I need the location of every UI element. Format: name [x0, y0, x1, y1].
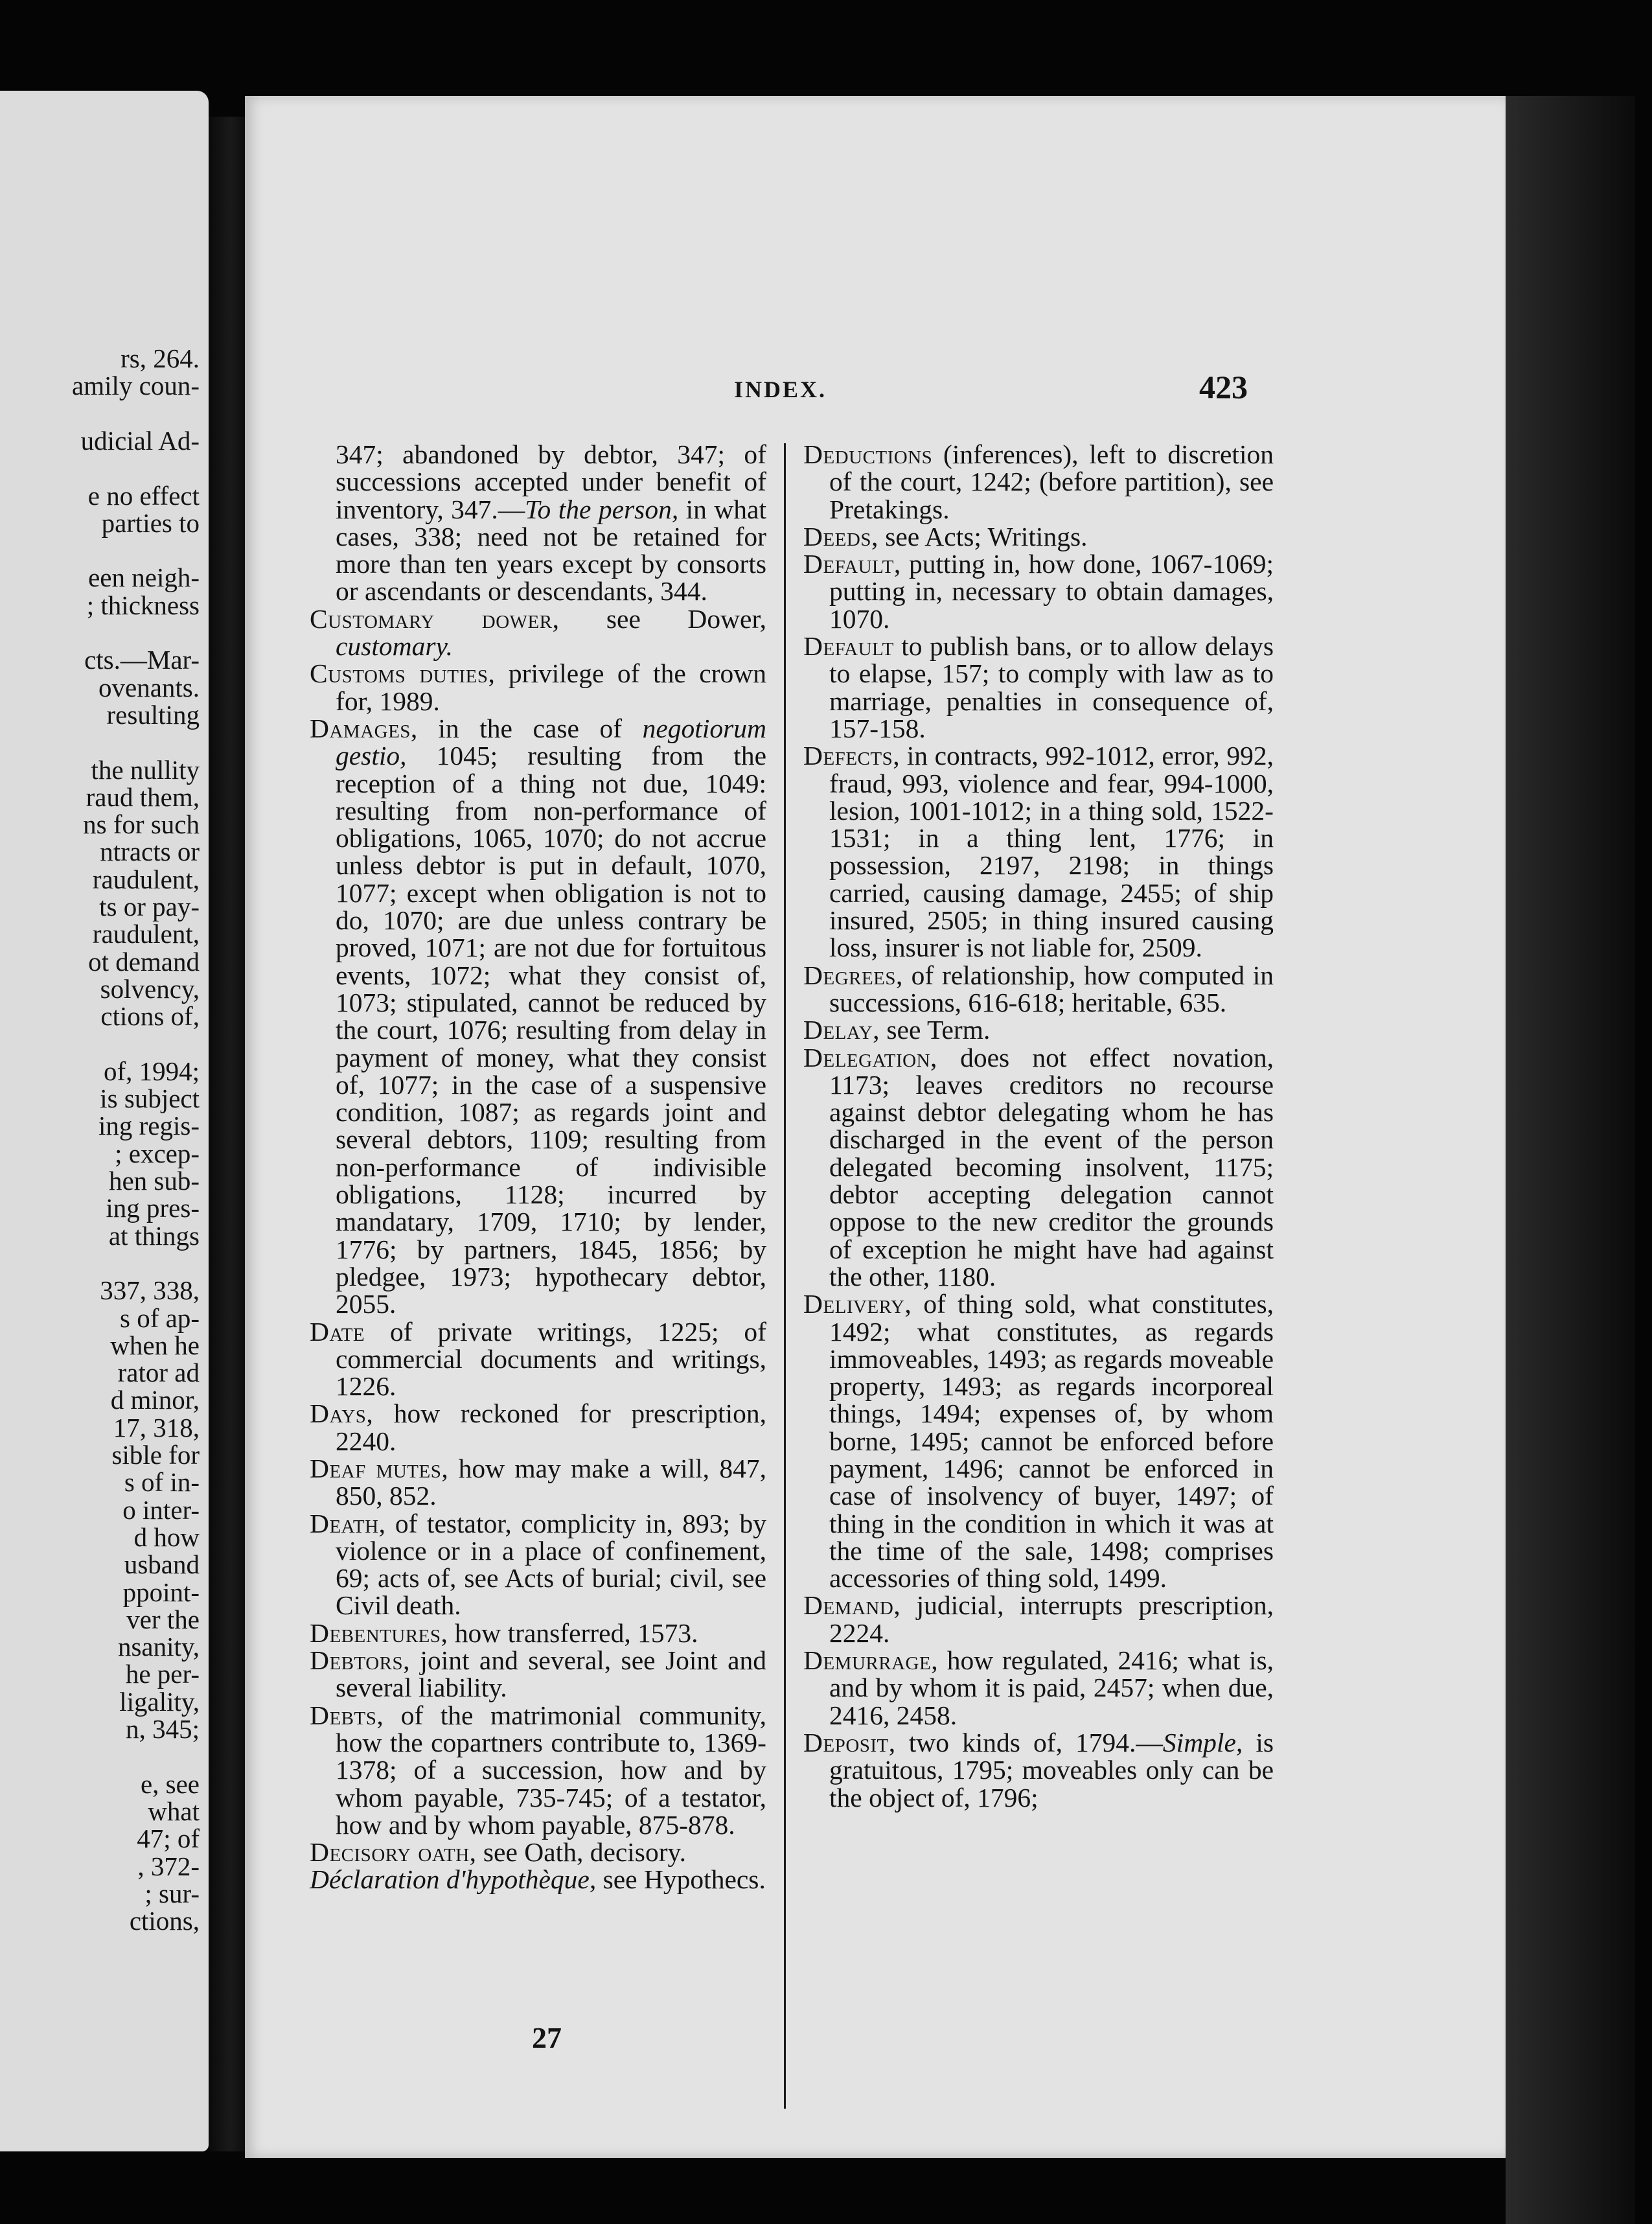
entry-headword: Delivery, [803, 1289, 912, 1319]
index-entry [803, 742, 1274, 961]
previous-page-line: parties to [101, 507, 200, 538]
page-number: 423 [1199, 369, 1248, 405]
entry-text: of private writings, 1225; of commercial documents and writings, 1226. [336, 1316, 766, 1402]
entry-headword: Debentures, [310, 1617, 448, 1648]
running-head [245, 284, 1506, 323]
entry-text: (inferences), left to discretion of the court, 1242; (before partition), see Pretakings. [829, 439, 1274, 524]
entry-text: joint and several, see Joint and several liability. [336, 1645, 766, 1703]
previous-page-line: rs, 264. [120, 343, 200, 373]
index-column-left [310, 441, 766, 1894]
entry-text: how may make a will, 847, 850, 852. [336, 1453, 766, 1511]
previous-page-line: ; excep- [115, 1138, 200, 1168]
previous-page-line: raud them, [86, 782, 200, 812]
previous-page-line: hen sub- [108, 1166, 200, 1196]
entry-headword: Decisory oath, [310, 1837, 477, 1868]
previous-page-line: 17, 318, [113, 1412, 200, 1442]
previous-page-line: een neigh- [88, 562, 200, 593]
entry-text-continued: see Hypothecs. [596, 1864, 766, 1895]
entry-text: putting in, how done, 1067-1069; putting in, necessary to obtain damages, 1070. [829, 549, 1274, 634]
entry-headword: Deductions [803, 439, 933, 469]
entry-headword: Debtors, [310, 1645, 411, 1676]
index-entry [310, 1647, 766, 1702]
previous-page-line: ot demand [88, 946, 200, 977]
page-edge-shadow [1506, 96, 1635, 2224]
previous-page-line: is subject [100, 1083, 200, 1114]
entry-text: judicial, interrupts prescription, 2224. [829, 1590, 1274, 1648]
index-entry [310, 1866, 766, 1893]
previous-page-line: , 372- [137, 1851, 200, 1881]
index-entry [310, 1838, 766, 1866]
previous-page-line: d how [133, 1522, 200, 1552]
index-entry [803, 1592, 1274, 1647]
signature-mark: 27 [532, 2021, 562, 2054]
previous-page-line: at things [108, 1220, 200, 1251]
entry-text: see Oath, decisory. [476, 1837, 686, 1868]
entry-text: of relationship, how computed in successions, 616-618; heritable, 635. [829, 960, 1274, 1017]
previous-page-line: ing regis- [98, 1111, 200, 1141]
previous-page-line: d minor, [110, 1385, 200, 1415]
previous-page-line: amily coun- [72, 371, 200, 401]
previous-page-line: usband [124, 1549, 200, 1580]
previous-page-line: ppoint- [122, 1577, 200, 1607]
entry-headword: Customary dower, [310, 603, 560, 634]
book-gutter [209, 117, 245, 2151]
previous-page-line: ctions of, [100, 1001, 200, 1032]
previous-page-line: he per- [125, 1659, 200, 1689]
previous-page-line: ovenants. [98, 672, 200, 702]
previous-page-line: resulting [106, 699, 200, 730]
index-entry [310, 441, 766, 605]
previous-page-line: ligality, [119, 1686, 200, 1717]
column-divider [784, 443, 786, 2109]
entry-italic-text: customary. [336, 631, 453, 662]
index-entry [310, 660, 766, 715]
previous-page-line: raudulent, [92, 919, 200, 949]
entry-headword: Delay, [803, 1015, 880, 1045]
index-column-right [803, 441, 1274, 1811]
previous-page-line: n, 345; [126, 1714, 200, 1744]
entry-text: does not effect novation, 1173; leaves creditors no recourse against debtor delegating whom he has discharged in the event of the person delegated becoming insolvent, 1175; debtor accepting delegation cannot oppose to the new creditor the grounds of exception he might have had against the other, 1180. [829, 1042, 1274, 1292]
index-entry [310, 1619, 766, 1647]
entry-text: to publish bans, or to allow delays to elapse, 157; to comply with law as to marriage, penalties in consequence of, 157-158. [829, 631, 1274, 743]
previous-page-line: ing pres- [106, 1193, 200, 1223]
entry-headword: Demand, [803, 1590, 901, 1621]
entry-text: see Dower, [559, 603, 766, 634]
index-entry [803, 441, 1274, 523]
index-entry [803, 523, 1274, 550]
entry-headword: Defects, [803, 741, 901, 771]
entry-italic-text: Déclaration d'hypothèque, [310, 1864, 597, 1895]
entry-text: in the case of [417, 713, 643, 743]
entry-text: how regulated, 2416; what is, and by whom it is paid, 2457; when due, 2416, 2458. [829, 1645, 1274, 1730]
entry-text: 347; abandoned by debtor, 347; of successions accepted under benefit of inventory, 347.— [336, 439, 766, 524]
entry-headword: Debts, [310, 1700, 384, 1730]
index-entry [803, 1016, 1274, 1043]
entry-italic-text: Simple, [1162, 1727, 1243, 1757]
entry-headword: Deaf mutes, [310, 1453, 449, 1483]
entry-text: how reckoned for prescription, 2240. [336, 1398, 766, 1456]
index-entry [803, 1729, 1274, 1811]
previous-page-line: ts or pay- [99, 892, 200, 921]
index-entry [310, 1510, 766, 1619]
previous-page-line: solvency, [100, 973, 200, 1004]
index-page [245, 96, 1506, 2158]
entry-text: two kinds of, 1794.— [895, 1727, 1163, 1757]
index-entry [803, 1647, 1274, 1729]
index-entry [310, 605, 766, 660]
entry-headword: Degrees, [803, 960, 903, 990]
previous-page-line: when he [110, 1330, 200, 1360]
previous-page-line: ; sur- [144, 1878, 200, 1908]
entry-italic-text: To the person, [525, 494, 679, 524]
entry-text-continued: in what cases, 338; need not be retained for more than ten years except by consorts or ascendants or descendants, 344. [336, 494, 766, 607]
entry-headword: Death, [310, 1508, 386, 1538]
previous-page-line: 47; of [137, 1824, 200, 1854]
previous-page-line: s of in- [124, 1467, 200, 1498]
entry-headword: Demurrage, [803, 1645, 939, 1676]
index-entry [803, 1290, 1274, 1592]
entry-headword: Default, [803, 549, 901, 579]
index-entry [310, 1702, 766, 1838]
previous-page-line: cts.—Mar- [84, 645, 200, 675]
entry-headword: Customs duties, [310, 658, 496, 689]
previous-page-line: of, 1994; [103, 1056, 200, 1086]
previous-page-line: rator ad [117, 1358, 200, 1388]
entry-headword: Deposit, [803, 1727, 896, 1757]
entry-text: in contracts, 992-1012, error, 992, fraud, 993, violence and fear, 994-1000, lesion, 1001-1012; in a thing sold, 1522-1531; in a thing lent, 1776; in possession, 2197, 2198; in things carried, causing damage, 2455; of ship insured, 2505; in thing insured causing loss, insurer is not liable for, 2509. [829, 741, 1274, 963]
previous-page-line: ; thickness [86, 590, 200, 620]
previous-page-line: raudulent, [92, 864, 200, 894]
previous-page-line: e, see [140, 1768, 200, 1799]
index-entry [310, 715, 766, 1318]
previous-page-line: e no effect [87, 480, 200, 511]
entry-headword: Delegation, [803, 1042, 937, 1072]
entry-headword: Default [803, 631, 894, 662]
index-entry [803, 962, 1274, 1017]
entry-headword: Days, [310, 1398, 374, 1429]
previous-page-line: s of ap- [120, 1303, 200, 1333]
entry-text: of thing sold, what constitutes, 1492; what constitutes, as regards immoveables, 1493; as regards moveable property, 1493; as regards incorporeal things, 1494; expenses of, by whom borne, 1495; cannot be enforced before payment, 1496; cannot be enforced in case of insolvency of buyer, 1497; of thing in the condition in which it was at the time of the sale, 1498; comprises accessories of thing sold, 1499. [829, 1289, 1274, 1593]
index-entry [310, 1455, 766, 1510]
index-entry [803, 550, 1274, 632]
index-entry [803, 632, 1274, 742]
running-title: INDEX. [734, 376, 827, 402]
previous-page-line: 337, 338, [100, 1275, 200, 1306]
previous-page-line: o inter- [122, 1494, 200, 1525]
previous-page-line: ntracts or [100, 837, 200, 867]
previous-page-line: ver the [126, 1604, 200, 1634]
previous-page-line: udicial Ad- [80, 425, 200, 456]
index-entry [803, 1044, 1274, 1291]
previous-page-line: nsanity, [117, 1632, 200, 1662]
index-entry [310, 1318, 766, 1400]
entry-text: of the matrimonial community, how the copartners contribute to, 1369-1378; of a succession, how and by whom payable, 735-745; of a testator, how and by whom payable, 875-878. [336, 1700, 766, 1840]
index-entry [310, 1400, 766, 1455]
entry-text: of testator, complicity in, 893; by violence or in a place of confinement, 69; acts of, see Acts of burial; civil, see Civil death. [336, 1508, 766, 1621]
previous-page-line: what [148, 1796, 200, 1826]
entry-text-continued: is gratuitous, 1795; moveables only can be the object of, 1796; [829, 1727, 1274, 1813]
entry-headword: Damages, [310, 713, 418, 743]
previous-page-line: sible for [111, 1440, 200, 1470]
previous-page-fragment [0, 91, 209, 2151]
entry-italic-text: negotiorum gestio, [336, 713, 766, 771]
previous-page-line: the nullity [91, 754, 200, 785]
entry-headword: Deeds, [803, 521, 878, 551]
entry-text-continued: 1045; resulting from the reception of a thing not due, 1049: resulting from non-performance of obligations, 1065, 1070; do not accrue unless debtor is put in default, 1070, 1077; except when obligation is not to do, 1070; are due unless contrary be proved, 1071; are not due for fortuitous events, 1072; what they consist of, 1073; stipulated, cannot be reduced by the court, 1076; resulting from delay in payment of money, what they consist of, 1077; in the case of a suspensive condition, 1087; as regards joint and several debtors, 1109; resulting from non-performance of indivisible obligations, 1128; incurred by mandatary, 1709, 1710; by lender, 1776; by partners, 1845, 1856; by pledgee, 1973; hypothecary debtor, 2055. [336, 741, 766, 1319]
entry-text: how transferred, 1573. [448, 1617, 698, 1648]
entry-text: see Term. [880, 1015, 991, 1045]
previous-page-line: ctions, [129, 1906, 200, 1936]
previous-page-line: ns for such [83, 809, 200, 840]
entry-text: see Acts; Writings. [878, 521, 1088, 551]
entry-text: privilege of the crown for, 1989. [336, 658, 766, 716]
entry-headword: Date [310, 1316, 365, 1347]
